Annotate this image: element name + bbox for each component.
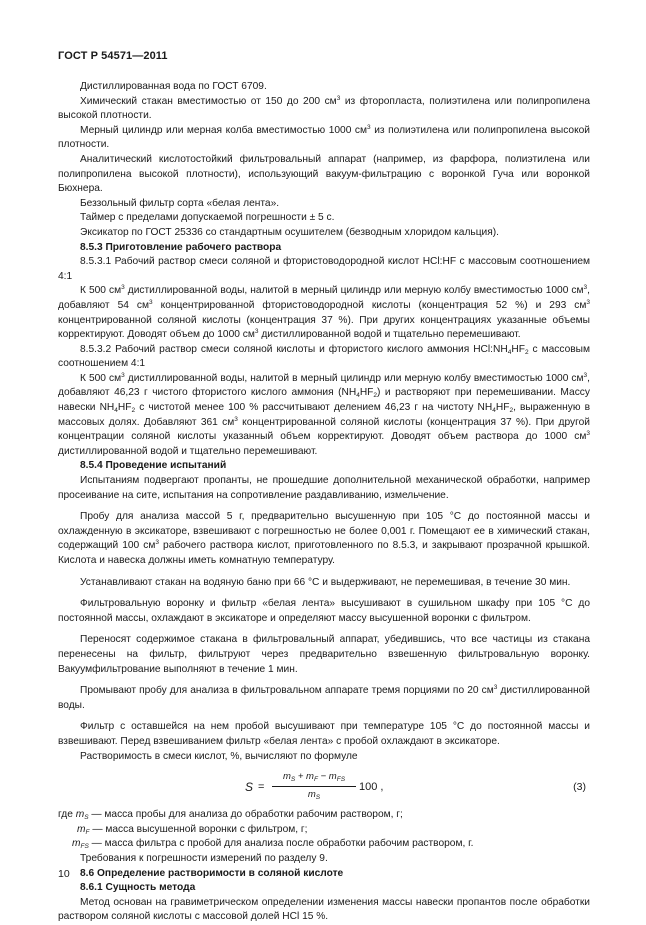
paragraph: Устанавливают стакан на водяную баню при 66 °С и выдерживают, не перемешивая, в течение 30 мин. xyxy=(80,576,571,588)
paragraph: Таймер с пределами допускаемой погрешности ± 5 с. xyxy=(80,212,335,224)
section-heading-8-5-4: 8.5.4 Проведение испытаний xyxy=(80,460,227,472)
paragraph: Беззольный фильтр сорта «белая лента». xyxy=(80,197,280,209)
page-number: 10 xyxy=(58,868,70,880)
paragraph: Переносят содержимое стакана в фильтровальный аппарат, убедившись, что все частицы из стакана перенесены на фильтр, фильтруют через предварительно взвешенную фильтровальную воронку. Вакуумфильтрование выполняют в течение 1 мин. xyxy=(58,634,590,675)
paragraph: Пробу для анализа массой 5 г, предварительно высушенную при 105 °С до постоянной массы и охлажденную в эксикаторе, взвешивают с погрешностью не более 0,001 г. Помещают ее в химический стакан, содержащий 100 $см^3$ рабочего раствора кислот, приготовленного по 8.5.3, и закрывают прозрачной крышкой. Кислота и навеска должны иметь комнатную температуру. xyxy=(58,511,590,566)
formula-numerator: $m_S + m_F - m_{FS}$ xyxy=(272,770,356,787)
paragraph: 8.5.3.1 Рабочий раствор смеси соляной и фтористоводородной кислот HCl:HF с массовым соотношением 4:1 xyxy=(58,256,590,282)
paragraph: Дистиллированная вода по ГОСТ 6709. xyxy=(80,81,267,92)
definition-row: mF — масса высушенной воронки с фильтром, г; xyxy=(77,823,308,836)
formula-equals: = xyxy=(258,781,265,794)
section-heading-8-6: 8.6 Определение растворимости в соляной кислоте xyxy=(80,867,344,879)
paragraph: Промывают пробу для анализа в фильтровальном аппарате тремя порциями по 20 $см^3$ дистиллированной воды. xyxy=(58,684,590,711)
paragraph: Фильтр с оставшейся на нем пробой высушивают при температуре 105 °С до постоянной массы и взвешивают. Перед взвешиванием фильтр «белая лента» с пробой охлаждают в эксикаторе. xyxy=(58,721,590,747)
document-header: ГОСТ Р 54571—2011 xyxy=(58,50,168,62)
paragraph: Растворимость в смеси кислот, %, вычисляют по формуле xyxy=(80,750,358,762)
paragraph: 8.5.3.2 Рабочий раствор смеси соляной кислоты и фтористого кислого аммония HCl:NH4HF2 с массовым соотношением 4:1 xyxy=(58,343,590,370)
paragraph: Химический стакан вместимостью от 150 до 200 $см^3$ из фторопласта, полиэтилена или полипропилена высокой плотности. xyxy=(58,94,590,122)
paragraph: Фильтровальную воронку и фильтр «белая лента» высушивают в сушильном шкафу при 105 °С до постоянной массы, охлаждают в эксикаторе и определяют массу высушенной воронки с фильтром. xyxy=(58,598,590,624)
formula-definitions xyxy=(58,808,590,852)
paragraph: Испытаниям подвергают пропанты, не прошедшие дополнительной механической обработки, например просеивание на сите, испытания на сопротивление раздавливанию, измельчение. xyxy=(58,475,590,501)
paragraph: К 500 $см^3$ дистиллированной воды, налитой в мерный цилиндр или мерную колбу вместимостью 1000 $см^3$, добавляют 46,23 г чистого фтористого кислого аммония (NH4HF2) и растворяют при перемешивании. Массу навески NH4HF2 с чистотой менее 100 % рассчитывают делением 46,23 г на чистоту NH4HF2, выраженную в массовых долях. Добавляют 361 $см^3$ концентрированной соляной кислоты (концентрация 37 %). При другой концентрации соляной кислоты указанный объем корректируют. Доводят объем раствора до 1000 $см^3$ дистиллированной водой и тщательно перемешивают. xyxy=(58,371,591,457)
section-heading-8-5-3: 8.5.3 Приготовление рабочего раствора xyxy=(80,241,282,253)
formula-denominator: $m_S$ xyxy=(307,788,321,801)
paragraph: Требования к погрешности измерений по разделу 9. xyxy=(80,852,328,864)
formula-lhs: S xyxy=(245,780,254,795)
paragraph: Аналитический кислотостойкий фильтровальный аппарат (например, из фарфора, полиэтилена или полипропилена высокой плотности), использующий вакуум-фильтрацию с воронкой Гуча или воронкой Бюхнера. xyxy=(58,153,590,195)
formula-multiplier: 100 , xyxy=(359,781,384,794)
paragraph: Метод основан на гравиметрическом определении изменения массы навески пропантов после обработки раствором соляной кислоты с массовой долей HCl 15 %. xyxy=(58,896,590,923)
definition-row: где mS — масса пробы для анализа до обработки рабочим раствором, г; xyxy=(58,809,403,822)
definition-row: mFS — масса фильтра с пробой для анализа после обработки рабочим раствором, г. xyxy=(72,838,474,851)
paragraph: Эксикатор по ГОСТ 25336 со стандартным осушителем (безводным хлоридом кальция). xyxy=(80,226,499,238)
section-heading-8-6-1: 8.6.1 Сущность метода xyxy=(80,882,196,894)
paragraph: Мерный цилиндр или мерная колба вместимостью 1000 $см^3$ из полиэтилена или полипропилена высокой плотности. xyxy=(58,123,590,151)
document-body xyxy=(58,80,590,925)
paragraph: К 500 $см^3$ дистиллированной воды, налитой в мерный цилиндр или мерную колбу вместимостью 1000 $см^3$, добавляют 54 $см^3$ концентрированной фтористоводородной кислоты (концентрация 52 %) и 293 $см^3$ концентрированной соляной кислоты (концентрация 37 %). При других концентрациях указанные объемы корректируют. Доводят объем до 1000 $см^3$ дистиллированной водой и тщательно перемешивают. xyxy=(58,284,590,341)
formula-fraction xyxy=(272,770,356,802)
formula-number: (3) xyxy=(573,781,586,794)
solubility-formula xyxy=(58,768,590,806)
